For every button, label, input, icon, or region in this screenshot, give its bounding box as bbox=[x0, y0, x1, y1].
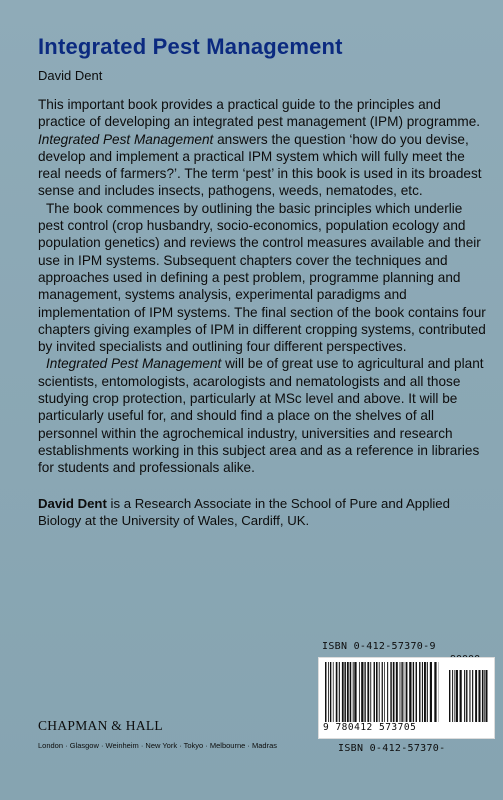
barcode-bar bbox=[400, 662, 401, 722]
barcode-bar bbox=[382, 662, 383, 722]
blurb-p1-book-title: Integrated Pest Management bbox=[38, 131, 214, 147]
barcode-bar bbox=[430, 662, 432, 722]
barcode-bar bbox=[333, 662, 334, 722]
barcode-bar bbox=[354, 662, 356, 722]
barcode-bar bbox=[336, 662, 338, 722]
barcode-digits: 9 780412 573705 bbox=[323, 722, 417, 733]
barcode-bar bbox=[409, 662, 411, 722]
barcode-bar bbox=[464, 670, 465, 722]
barcode-bar bbox=[328, 662, 329, 722]
barcode-bar bbox=[376, 662, 378, 722]
blurb-paragraph-3 bbox=[38, 355, 488, 476]
barcode-bar bbox=[393, 662, 395, 722]
barcode-bar bbox=[390, 662, 391, 722]
barcode-bar bbox=[460, 670, 462, 722]
author-bio bbox=[38, 495, 488, 530]
publisher-name: CHAPMAN & HALL bbox=[38, 718, 163, 733]
author-bio-name: David Dent bbox=[38, 495, 107, 511]
barcode-bar bbox=[406, 662, 408, 722]
blurb-p1-text-b: answers the question ‘how do you devise, develop and implement a practical IPM system which will fully meet the real needs of farmers?’. The term ‘pest’ in this book is used in its broadest sense and includes insects, pathogens, weeds, nematodes, etc. bbox=[38, 131, 482, 199]
blurb bbox=[38, 96, 488, 529]
barcode-bar bbox=[361, 662, 363, 722]
barcode-bar bbox=[456, 670, 458, 722]
barcode-bar bbox=[404, 662, 405, 722]
barcode-bar bbox=[482, 670, 484, 722]
ean-barcode-bars bbox=[325, 662, 439, 722]
barcode-bar bbox=[469, 670, 470, 722]
barcode-bar bbox=[379, 662, 380, 722]
blurb-p1-text-a: This important book provides a practical guide to the principles and practice of developing an integrated pest management (IPM) programme. bbox=[38, 97, 481, 130]
barcode-bar bbox=[475, 670, 477, 722]
blurb-p3-book-title: Integrated Pest Management bbox=[46, 356, 222, 372]
barcode-bar bbox=[347, 662, 349, 722]
barcode-bar bbox=[484, 670, 485, 722]
barcode-bar bbox=[485, 670, 487, 722]
barcode-bar bbox=[344, 662, 346, 722]
barcode-bar bbox=[466, 670, 467, 722]
barcode-bar bbox=[454, 670, 455, 722]
addon-barcode-bars bbox=[449, 670, 489, 722]
barcode-bar bbox=[330, 662, 331, 722]
barcode-bar bbox=[422, 662, 423, 722]
barcode-bar bbox=[367, 662, 369, 722]
barcode-bar bbox=[419, 662, 420, 722]
barcode-bar bbox=[384, 662, 385, 722]
barcode-bar bbox=[370, 662, 371, 722]
author-bio-text: is a Research Associate in the School of Pure and Applied Biology at the University of Wales, Cardiff, UK. bbox=[38, 495, 450, 528]
barcode-bar bbox=[478, 670, 480, 722]
barcode-bar bbox=[325, 662, 326, 722]
barcode-bar bbox=[449, 670, 450, 722]
barcode-bar bbox=[401, 662, 402, 722]
barcode-bar bbox=[416, 662, 417, 722]
barcode-bar bbox=[374, 662, 375, 722]
blurb-paragraph-1 bbox=[38, 96, 488, 200]
barcode-bar bbox=[427, 662, 428, 722]
isbn-top: ISBN 0-412-57370-9 bbox=[322, 641, 436, 652]
barcode-bar bbox=[387, 662, 388, 722]
blurb-paragraph-2: The book commences by outlining the basic principles which underlie pest control (crop husbandry, socio-economics, population ecology and population genetics) and reviews the control measures available and their use in IPM systems. Subsequent chapters cover the techniques and approaches used in defining a pest problem, programme planning and management, systems analysis, experimental paradigms and implementation of IPM systems. The final section of the book contains four chapters giving examples of IPM in different cropping systems, contributed by invited specialists and outlining four different perspectives. bbox=[38, 200, 486, 355]
barcode-bar bbox=[350, 662, 352, 722]
isbn-bottom: ISBN 0-412-57370- bbox=[338, 743, 446, 754]
barcode-bar bbox=[353, 662, 354, 722]
barcode-bar bbox=[364, 662, 365, 722]
barcode-bar bbox=[413, 662, 414, 722]
barcode-bar bbox=[342, 662, 344, 722]
book-author: David Dent bbox=[38, 68, 103, 83]
barcode-bar bbox=[339, 662, 340, 722]
barcode-bar bbox=[452, 670, 453, 722]
barcode-bar bbox=[472, 670, 473, 722]
blurb-p3-text: will be of great use to agricultural and plant scientists, entomologists, acarologists and nematologists and all those studying crop protection, particularly at MSc level and above. It will be particularly useful for, and should find a place on the shelves of all personnel within the agrochemical industry, universities and research establishments working in this subject area and as a reference in libraries for students and professionals alike. bbox=[38, 356, 484, 476]
barcode-bar bbox=[396, 662, 398, 722]
barcode-bar bbox=[424, 662, 426, 722]
barcode bbox=[318, 657, 495, 739]
barcode-bar bbox=[434, 662, 436, 722]
barcode-bar bbox=[359, 662, 360, 722]
book-title: Integrated Pest Management bbox=[38, 34, 343, 59]
publisher-cities: London · Glasgow · Weinheim · New York · Tokyo · Melbourne · Madras bbox=[38, 741, 277, 750]
